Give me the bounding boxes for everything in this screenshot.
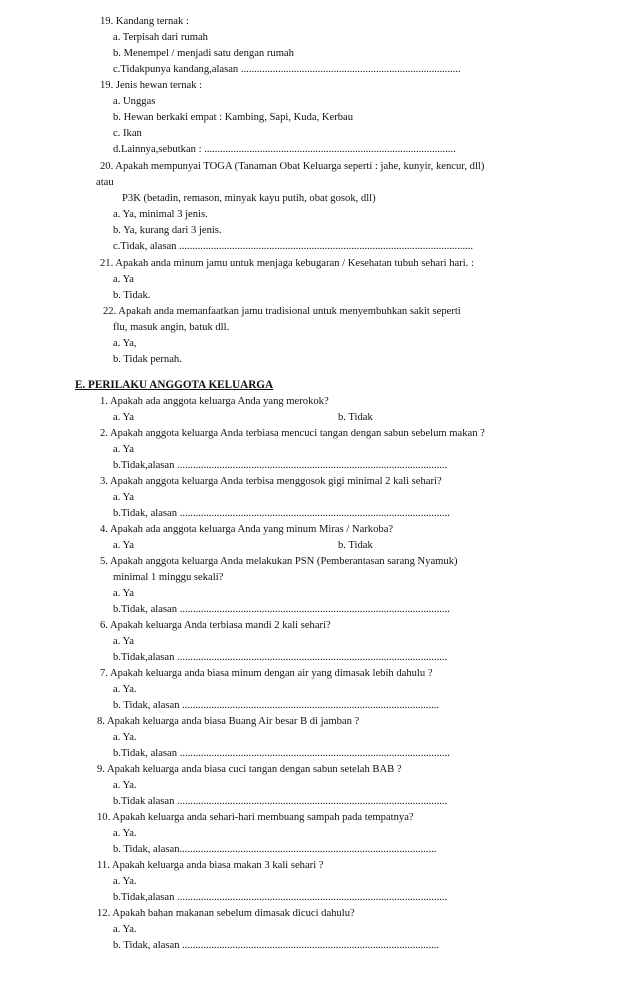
question-21: 21. Apakah anda minum jamu untuk menjaga kebugaran / Kesehatan tubuh sehari hari. : <box>100 258 474 269</box>
question-20: 20. Apakah mempunyai TOGA (Tanaman Obat Keluarga seperti : jahe, kunyir, kencur, dll) <box>100 161 485 172</box>
option-c: c.Tidak, alasan ............................................................................................................... <box>113 241 474 252</box>
option-a: a. Ya. <box>113 828 137 839</box>
option-a: a. Ya. <box>113 876 137 887</box>
option-b: b.Tidak alasan ...................................................................................................... <box>113 796 448 807</box>
question-19-kandang: 19. Kandang ternak : <box>100 16 189 27</box>
option-a: a. Unggas <box>113 96 156 107</box>
option-a: a. Ya <box>113 274 134 285</box>
question-e5-continued: minimal 1 minggu sekali? <box>113 572 224 583</box>
option-c: c.Tidakpunya kandang,alasan ................................................................................... <box>113 64 461 75</box>
option-a: a. Ya. <box>113 732 137 743</box>
option-a: a. Ya <box>113 636 134 647</box>
option-b: b. Menempel / menjadi satu dengan rumah <box>113 48 294 59</box>
option-a: a. Ya <box>113 588 134 599</box>
option-b: b.Tidak,alasan ...................................................................................................... <box>113 652 448 663</box>
question-19-jenis-hewan: 19. Jenis hewan ternak : <box>100 80 203 91</box>
question-e12: 12. Apakah bahan makanan sebelum dimasak dicuci dahulu? <box>97 908 355 919</box>
option-a: a. Ya <box>113 492 134 503</box>
section-heading: E. PERILAKU ANGGOTA KELUARGA <box>75 379 274 391</box>
question-20-continued: P3K (betadin, remason, minyak kayu putih, obat gosok, dll) <box>122 193 376 204</box>
option-b: b.Tidak,alasan ...................................................................................................... <box>113 460 448 471</box>
option-a: a. Ya <box>113 540 134 551</box>
option-a: a. Ya. <box>113 924 137 935</box>
option-d: d.Lainnya,sebutkan : ............................................................................................... <box>113 144 456 155</box>
option-b: b.Tidak, alasan ...................................................................................................... <box>113 604 450 615</box>
question-e5: 5. Apakah anggota keluarga Anda melakukan PSN (Pemberantasan sarang Nyamuk) <box>100 556 458 567</box>
option-a: a. Ya <box>113 412 134 423</box>
question-e4: 4. Apakah ada anggota keluarga Anda yang minum Miras / Narkoba? <box>100 524 394 535</box>
question-e8: 8. Apakah keluarga anda biasa Buang Air besar B di jamban ? <box>97 716 360 727</box>
question-e2: 2. Apakah anggota keluarga Anda terbiasa mencuci tangan dengan sabun sebelum makan ? <box>100 428 485 439</box>
question-e3: 3. Apakah anggota keluarga Anda terbisa menggosok gigi minimal 2 kali sehari? <box>100 476 442 487</box>
question-e7: 7. Apakah keluarga anda biasa minum dengan air yang dimasak lebih dahulu ? <box>100 668 433 679</box>
question-e6: 6. Apakah keluarga Anda terbiasa mandi 2 kali sehari? <box>100 620 331 631</box>
option-b: b. Tidak <box>338 412 373 423</box>
question-22: 22. Apakah anda memanfaatkan jamu tradisional untuk menyembuhkan sakit seperti <box>103 306 461 317</box>
option-b: b. Ya, kurang dari 3 jenis. <box>113 225 222 236</box>
question-e10: 10. Apakah keluarga anda sehari-hari membuang sampah pada tempatnya? <box>97 812 414 823</box>
option-a: a. Terpisah dari rumah <box>113 32 208 43</box>
option-b: b. Tidak, alasan ................................................................................................. <box>113 940 440 951</box>
question-e9: 9. Apakah keluarga anda biasa cuci tangan dengan sabun setelah BAB ? <box>97 764 402 775</box>
option-c: c. Ikan <box>113 128 142 139</box>
option-b: b. Tidak. <box>113 290 151 301</box>
option-a: a. Ya, <box>113 338 137 349</box>
option-b: b. Tidak, alasan ................................................................................................. <box>113 700 440 711</box>
option-a: a. Ya. <box>113 684 137 695</box>
question-22-continued: flu, masuk angin, batuk dll. <box>113 322 230 333</box>
option-b: b.Tidak,alasan ...................................................................................................... <box>113 892 448 903</box>
option-b: b.Tidak, alasan ...................................................................................................... <box>113 508 450 519</box>
question-e11: 11. Apakah keluarga anda biasa makan 3 kali sehari ? <box>97 860 324 871</box>
option-a: a. Ya <box>113 444 134 455</box>
option-b: b. Tidak <box>338 540 373 551</box>
option-b: b. Tidak, alasan................................................................................................. <box>113 844 437 855</box>
option-b: b. Hewan berkaki empat : Kambing, Sapi, Kuda, Kerbau <box>113 112 354 123</box>
option-a: a. Ya, minimal 3 jenis. <box>113 209 208 220</box>
option-b: b.Tidak, alasan ...................................................................................................... <box>113 748 450 759</box>
question-e1: 1. Apakah ada anggota keluarga Anda yang merokok? <box>100 396 329 407</box>
question-20-continued: atau <box>96 177 114 188</box>
option-b: b. Tidak pernah. <box>113 354 182 365</box>
option-a: a. Ya. <box>113 780 137 791</box>
